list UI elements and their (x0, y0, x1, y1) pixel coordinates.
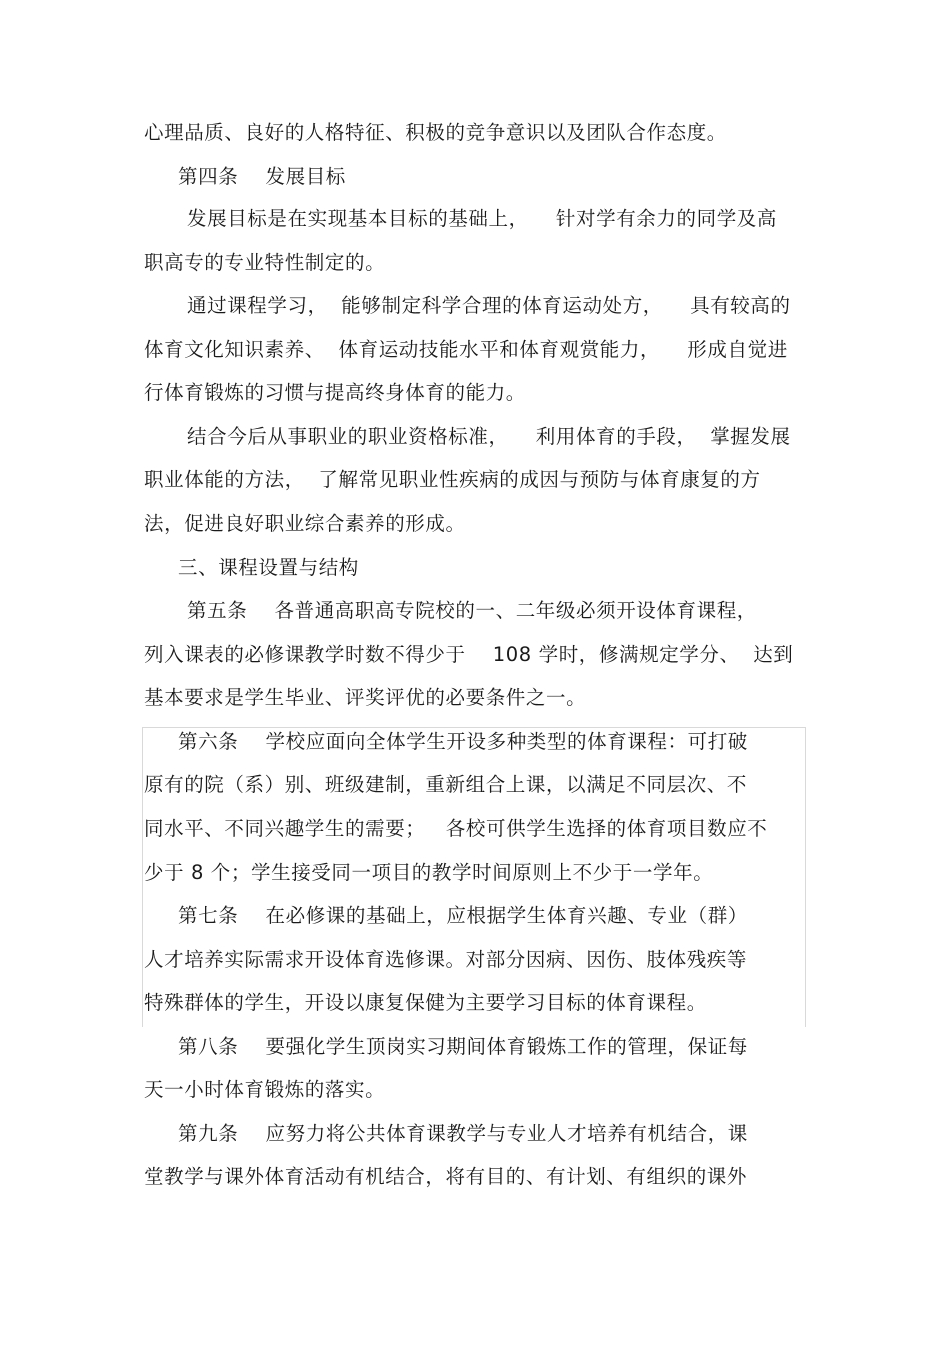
text-line: 体育文化知识素养、 体育运动技能水平和体育观赏能力， 形成自觉进 (144, 338, 788, 361)
text-line: 列入课表的必修课教学时数不得少于 108 学时，修满规定学分、 达到 (144, 643, 794, 666)
text-line: 法，促进良好职业综合素养的形成。 (144, 512, 466, 535)
text-line: 心理品质、良好的人格特征、积极的竞争意识以及团队合作态度。 (144, 121, 727, 144)
text-line: 职业体能的方法， 了解常见职业性疾病的成因与预防与体育康复的方 (144, 468, 761, 491)
text-line: 原有的院（系）别、班级建制，重新组合上课，以满足不同层次、不 (144, 773, 748, 796)
text-line: 少于 8 个；学生接受同一项目的教学时间原则上不少于一学年。 (144, 861, 714, 884)
text-line: 行体育锻炼的习惯与提高终身体育的能力。 (144, 381, 526, 404)
article-heading: 第四条 发展目标 (178, 165, 346, 188)
text-line: 通过课程学习， 能够制定科学合理的体育运动处方， 具有较高的 (187, 294, 791, 317)
section-heading: 三、课程设置与结构 (178, 556, 359, 579)
text-line: 同水平、不同兴趣学生的需要； 各校可供学生选择的体育项目数应不 (144, 817, 768, 840)
text-line: 基本要求是学生毕业、评奖评优的必要条件之一。 (144, 686, 587, 709)
text-line: 第五条 各普通高职高专院校的一、二年级必须开设体育课程， (187, 599, 757, 622)
text-line: 第六条 学校应面向全体学生开设多种类型的体育课程：可打破 (178, 730, 748, 753)
text-line: 第七条 在必修课的基础上，应根据学生体育兴趣、专业（群） (178, 904, 748, 927)
text-line: 特殊群体的学生，开设以康复保健为主要学习目标的体育课程。 (144, 991, 707, 1014)
text-line: 人才培养实际需求开设体育选修课。对部分因病、因伤、肢体残疾等 (144, 948, 748, 971)
text-line: 第八条 要强化学生顶岗实习期间体育锻炼工作的管理，保证每 (178, 1035, 748, 1058)
text-line: 职高专的专业特性制定的。 (144, 251, 386, 274)
text-line: 堂教学与课外体育活动有机结合，将有目的、有计划、有组织的课外 (144, 1165, 748, 1188)
text-line: 天一小时体育锻炼的落实。 (144, 1078, 386, 1101)
text-line: 第九条 应努力将公共体育课教学与专业人才培养有机结合，课 (178, 1122, 748, 1145)
text-line: 结合今后从事职业的职业资格标准， 利用体育的手段， 掌握发展 (187, 425, 791, 448)
text-line: 发展目标是在实现基本目标的基础上， 针对学有余力的同学及高 (187, 207, 777, 230)
